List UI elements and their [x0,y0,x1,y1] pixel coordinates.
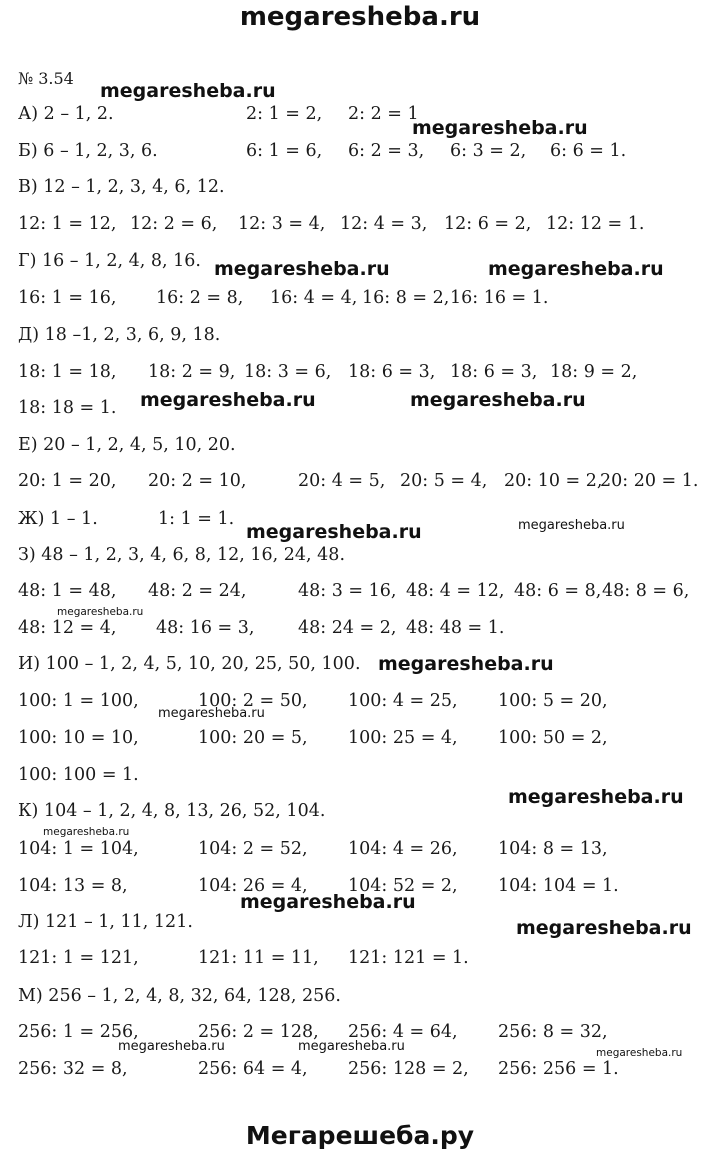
line-v-head: В) 12 – 1, 2, 3, 4, 6, 12. [18,177,225,197]
watermark: megaresheba.ru [412,117,588,139]
problem-number: № 3.54 [18,69,74,88]
line-e-head: Е) 20 – 1, 2, 4, 5, 10, 20. [18,435,236,455]
watermark: megaresheba.ru [488,258,664,280]
equation: 12: 3 = 4, [238,214,326,234]
equation: 1: 1 = 1. [158,509,235,529]
line-d-head: Д) 18 –1, 2, 3, 6, 9, 18. [18,325,221,345]
equation: 12: 4 = 3, [340,214,428,234]
equation: 48: 8 = 6, [602,581,690,601]
equation: 104: 1 = 104, [18,839,139,859]
equation: 100: 5 = 20, [498,691,608,711]
watermark: megaresheba.ru [378,653,554,675]
watermark: megaresheba.ru [246,521,422,543]
equation: 48: 3 = 16, [298,581,397,601]
equation: 18: 2 = 9, [148,362,236,382]
equation: 20: 20 = 1. [600,471,699,491]
line-a-head: А) 2 – 1, 2. [18,104,114,124]
equation: 104: 8 = 13, [498,839,608,859]
line-m-head: М) 256 – 1, 2, 4, 8, 32, 64, 128, 256. [18,986,341,1006]
equation: 104: 2 = 52, [198,839,308,859]
watermark: megaresheba.ru [57,606,144,618]
equation: 48: 16 = 3, [156,618,255,638]
equation: 48: 12 = 4, [18,618,117,638]
equation: 256: 8 = 32, [498,1022,608,1042]
equation: 16: 1 = 16, [18,288,117,308]
equation: 20: 5 = 4, [400,471,488,491]
line-k-head: К) 104 – 1, 2, 4, 8, 13, 26, 52, 104. [18,801,326,821]
equation: 12: 1 = 12, [18,214,117,234]
equation: 18: 1 = 18, [18,362,117,382]
equation: 20: 10 = 2, [504,471,603,491]
equation: 104: 13 = 8, [18,876,128,896]
equation: 256: 256 = 1. [498,1059,619,1079]
watermark: megaresheba.ru [118,1039,225,1054]
watermark: megaresheba.ru [100,80,276,102]
watermark: megaresheba.ru [596,1047,683,1059]
line-b-head: Б) 6 – 1, 2, 3, 6. [18,141,158,161]
equation: 6: 3 = 2, [450,141,527,161]
equation: 20: 2 = 10, [148,471,247,491]
equation: 16: 16 = 1. [450,288,549,308]
watermark: megaresheba.ru [516,917,692,939]
equation: 100: 4 = 25, [348,691,458,711]
equation: 100: 1 = 100, [18,691,139,711]
equation: 48: 24 = 2, [298,618,397,638]
line-g-head: Г) 16 – 1, 2, 4, 8, 16. [18,251,201,271]
site-footer[interactable]: Мегарешеба.ру [245,1121,475,1150]
equation: 48: 4 = 12, [406,581,505,601]
equation: 2: 1 = 2, [246,104,323,124]
equation: 20: 4 = 5, [298,471,386,491]
line-i-head: И) 100 – 1, 2, 4, 5, 10, 20, 25, 50, 100. [18,654,361,674]
equation: 256: 1 = 256, [18,1022,139,1042]
equation: 2: 2 = 1 [348,104,419,124]
equation: 48: 48 = 1. [406,618,505,638]
equation: 18: 18 = 1. [18,398,117,418]
equation: 48: 6 = 8, [514,581,602,601]
equation: 104: 52 = 2, [348,876,458,896]
equation: 256: 4 = 64, [348,1022,458,1042]
equation: 18: 6 = 3, [348,362,436,382]
equation: 48: 2 = 24, [148,581,247,601]
watermark: megaresheba.ru [43,826,130,838]
equation: 12: 2 = 6, [130,214,218,234]
watermark: megaresheba.ru [298,1039,405,1054]
equation: 100: 2 = 50, [198,691,308,711]
watermark: megaresheba.ru [214,258,390,280]
equation: 18: 6 = 3, [450,362,538,382]
equation: 104: 4 = 26, [348,839,458,859]
equation: 20: 1 = 20, [18,471,117,491]
equation: 18: 9 = 2, [550,362,638,382]
equation: 256: 2 = 128, [198,1022,319,1042]
equation: 6: 6 = 1. [550,141,627,161]
equation: 16: 4 = 4, [270,288,358,308]
equation: 16: 8 = 2, [362,288,450,308]
equation: 121: 11 = 11, [198,948,319,968]
equation: 18: 3 = 6, [244,362,332,382]
equation: 6: 1 = 6, [246,141,323,161]
line-z-head: З) 48 – 1, 2, 3, 4, 6, 8, 12, 16, 24, 48. [18,545,346,565]
line-zh-head: Ж) 1 – 1. [18,509,98,529]
equation: 16: 2 = 8, [156,288,244,308]
equation: 100: 100 = 1. [18,765,139,785]
watermark: megaresheba.ru [140,389,316,411]
equation: 48: 1 = 48, [18,581,117,601]
equation: 256: 32 = 8, [18,1059,128,1079]
site-header[interactable]: megaresheba.ru [239,2,481,32]
watermark: megaresheba.ru [518,518,625,533]
watermark: megaresheba.ru [410,389,586,411]
equation: 100: 50 = 2, [498,728,608,748]
line-l-head: Л) 121 – 1, 11, 121. [18,912,193,932]
equation: 121: 1 = 121, [18,948,139,968]
equation: 100: 25 = 4, [348,728,458,748]
watermark: megaresheba.ru [240,891,416,913]
equation: 104: 104 = 1. [498,876,619,896]
equation: 121: 121 = 1. [348,948,469,968]
equation: 256: 128 = 2, [348,1059,469,1079]
watermark: megaresheba.ru [508,786,684,808]
equation: 12: 12 = 1. [546,214,645,234]
equation: 12: 6 = 2, [444,214,532,234]
watermark: megaresheba.ru [158,706,265,721]
equation: 104: 26 = 4, [198,876,308,896]
equation: 6: 2 = 3, [348,141,425,161]
equation: 256: 64 = 4, [198,1059,308,1079]
equation: 100: 10 = 10, [18,728,139,748]
equation: 100: 20 = 5, [198,728,308,748]
